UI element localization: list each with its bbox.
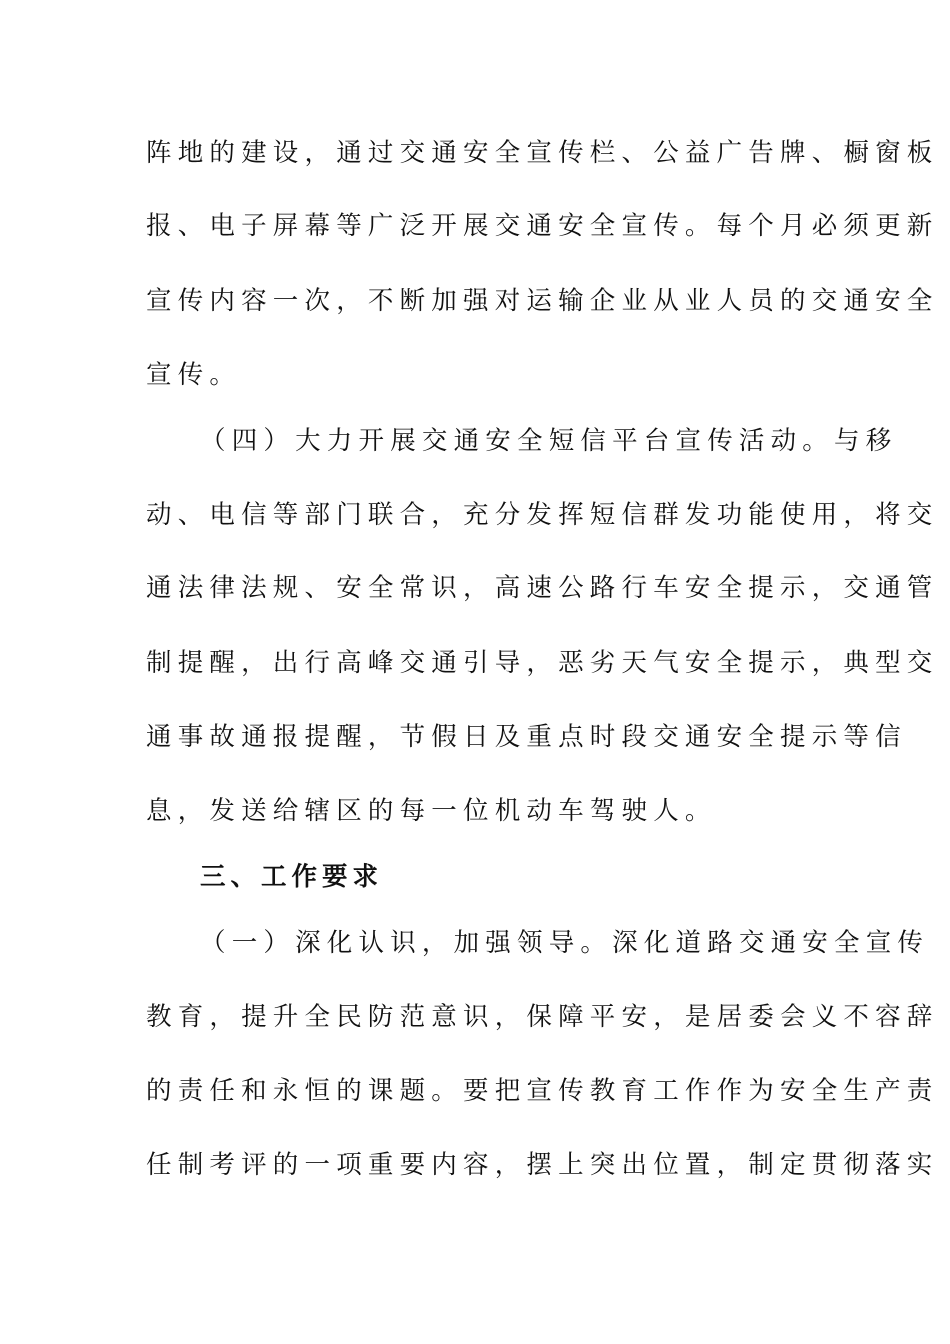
paragraph-line: 教育，提升全民防范意识，保障平安，是居委会义不容辞 (146, 1002, 939, 1032)
paragraph-line: 阵地的建设，通过交通安全宣传栏、公益广告牌、橱窗板 (146, 138, 939, 168)
paragraph-line: 宣传。 (146, 360, 242, 390)
paragraph-line: 的责任和永恒的课题。要把宣传教育工作作为安全生产责 (146, 1076, 939, 1106)
paragraph-line: （一）深化认识，加强领导。深化道路交通安全宣传 (200, 928, 930, 958)
paragraph-line: 息，发送给辖区的每一位机动车驾驶人。 (146, 796, 717, 826)
paragraph-line: 制提醒，出行高峰交通引导，恶劣天气安全提示，典型交 (146, 648, 939, 678)
paragraph-line: 宣传内容一次，不断加强对运输企业从业人员的交通安全 (146, 286, 939, 316)
paragraph-line: 动、电信等部门联合，充分发挥短信群发功能使用，将交 (146, 500, 939, 530)
paragraph-line: （四）大力开展交通安全短信平台宣传活动。与移 (200, 426, 898, 456)
paragraph-line: 报、电子屏幕等广泛开展交通安全宣传。每个月必须更新 (146, 211, 939, 241)
paragraph-line: 通法律法规、安全常识，高速公路行车安全提示，交通管 (146, 573, 939, 603)
section-heading: 三、工作要求 (200, 862, 384, 892)
paragraph-line: 任制考评的一项重要内容，摆上突出位置，制定贯彻落实 (146, 1150, 939, 1180)
paragraph-line: 通事故通报提醒，节假日及重点时段交通安全提示等信 (146, 722, 907, 752)
